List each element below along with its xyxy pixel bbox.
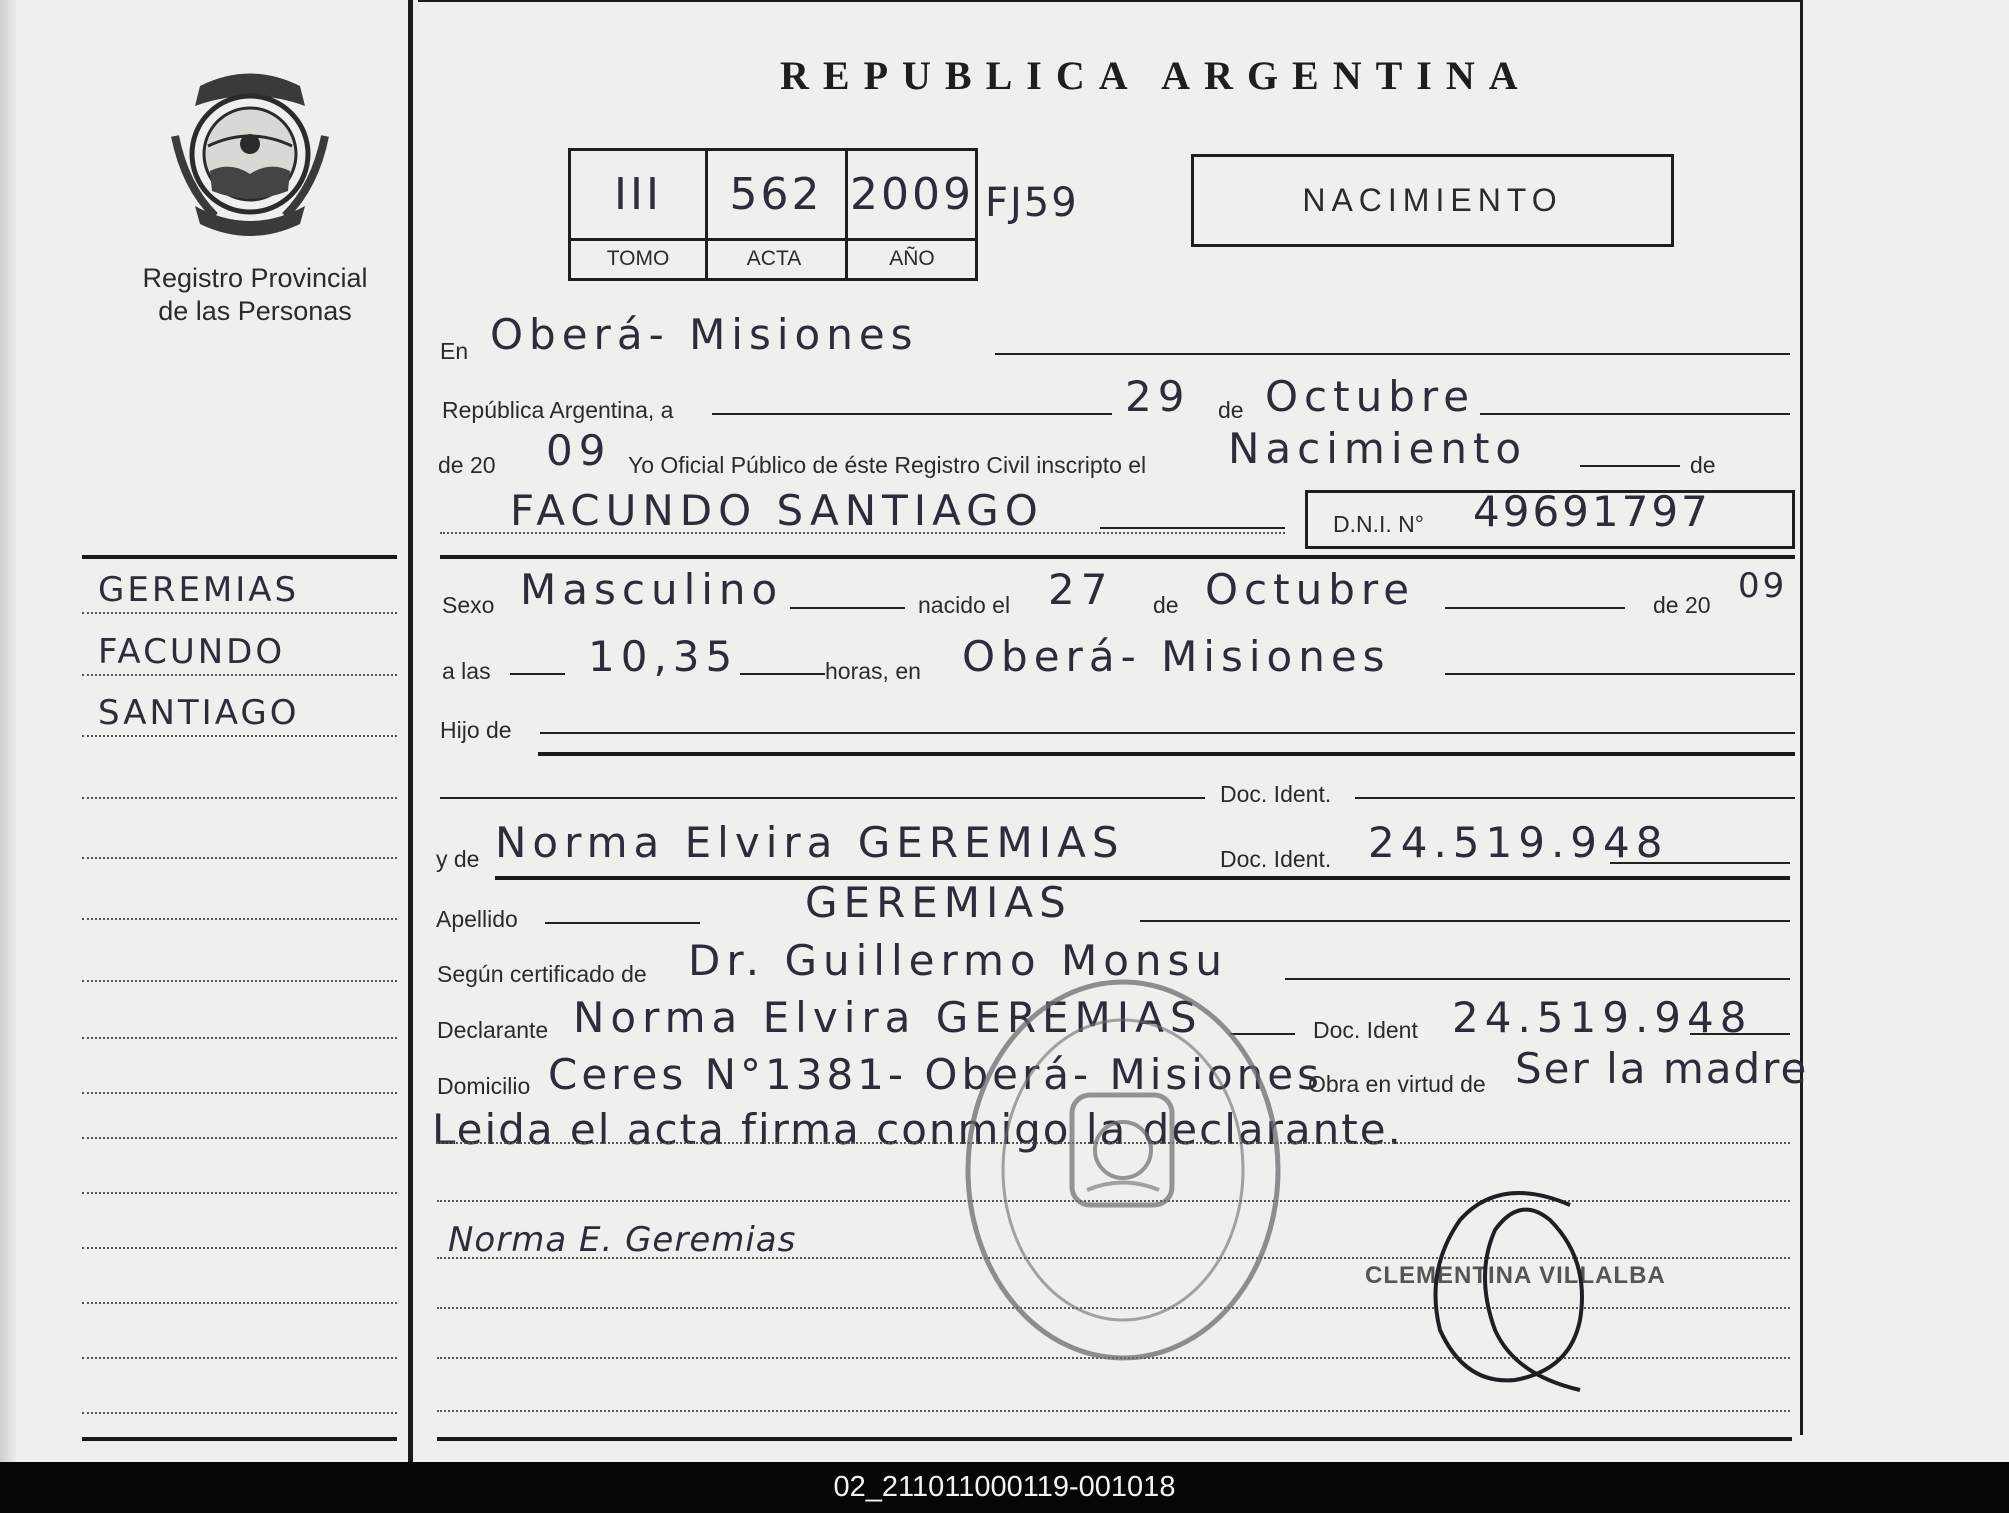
sexo-label: Sexo xyxy=(442,592,495,618)
tomo-value: III xyxy=(614,169,662,220)
de-label2: de xyxy=(1690,452,1716,478)
margin-line xyxy=(82,1137,397,1139)
line xyxy=(437,1410,1790,1412)
acta-value: 562 xyxy=(729,169,823,220)
column-divider xyxy=(408,0,413,1462)
margin-note-line1: GEREMIAS xyxy=(98,570,300,610)
certificado-label: Según certificado de xyxy=(437,961,647,987)
sexo-value: Masculino xyxy=(520,565,784,614)
registry-label-line1: Registro Provincial xyxy=(142,263,368,293)
margin-line xyxy=(82,918,397,920)
birth-month: Octubre xyxy=(1205,565,1416,614)
birth-day: 27 xyxy=(1048,565,1114,614)
line xyxy=(540,732,1795,734)
apellido-value: GEREMIAS xyxy=(805,878,1072,927)
de-label: de xyxy=(1218,397,1244,423)
margin-line xyxy=(82,980,397,982)
mother-name: Norma Elvira GEREMIAS xyxy=(495,818,1125,867)
margin-line xyxy=(82,674,397,676)
declarante-value: Norma Elvira GEREMIAS xyxy=(573,993,1203,1042)
doc-ident-label: Doc. Ident. xyxy=(1220,781,1332,807)
registration-box xyxy=(568,148,978,281)
declarant-signature: Norma E. Geremias xyxy=(448,1220,797,1260)
dni-box xyxy=(1305,487,1795,549)
line xyxy=(1580,465,1680,467)
line xyxy=(995,353,1790,355)
birth-year-suffix: 09 xyxy=(1738,566,1788,606)
month-value: Octubre xyxy=(1265,372,1476,421)
registry-label xyxy=(100,262,410,328)
province-seal-icon xyxy=(170,66,330,241)
line xyxy=(440,532,1285,534)
doc-ident-label3: Doc. Ident xyxy=(1313,1017,1418,1043)
birth-place: Oberá- Misiones xyxy=(962,632,1391,681)
de20-label: de 20 xyxy=(438,452,496,478)
official-name: CLEMENTINA VILLALBA xyxy=(1365,1262,1666,1289)
line xyxy=(1355,797,1795,799)
horas-en-label: horas, en xyxy=(825,658,921,684)
alas-label: a las xyxy=(442,658,491,684)
margin-line xyxy=(82,1247,397,1249)
cell-divider xyxy=(705,151,708,278)
en-label: En xyxy=(440,338,469,364)
margin-line xyxy=(82,1037,397,1039)
day-value: 29 xyxy=(1125,372,1191,421)
document-type-box: NACIMIENTO xyxy=(1191,154,1674,247)
nacido-label: nacido el xyxy=(918,592,1011,618)
anio-value: 2009 xyxy=(850,169,974,220)
official-signature-icon xyxy=(1420,1180,1620,1395)
margin-line xyxy=(82,1302,397,1304)
line xyxy=(510,673,565,675)
line xyxy=(1690,1033,1790,1035)
obra-label: Obra en virtud de xyxy=(1308,1071,1486,1097)
line xyxy=(1480,413,1790,415)
line xyxy=(1100,527,1285,529)
margin-line xyxy=(82,857,397,859)
registry-label-line2: de las Personas xyxy=(158,296,352,326)
tomo-label: TOMO xyxy=(606,247,670,270)
certificado-value: Dr. Guillermo Monsu xyxy=(688,936,1229,985)
inscripto-value: Nacimiento xyxy=(1228,424,1528,473)
margin-bottom-rule xyxy=(82,1437,397,1441)
margin-rule xyxy=(82,555,397,559)
oficial-label: Yo Oficial Público de éste Registro Civil inscripto el xyxy=(628,452,1147,478)
declarante-doc: 24.519.948 xyxy=(1452,993,1753,1042)
domicilio-label: Domicilio xyxy=(437,1073,531,1099)
margin-line xyxy=(82,1192,397,1194)
dni-label: D.N.I. N° xyxy=(1333,511,1424,537)
doc-ident-label2: Doc. Ident. xyxy=(1220,846,1332,872)
margin-line xyxy=(82,612,397,614)
line xyxy=(1610,862,1790,864)
margin-note-line2: FACUNDO xyxy=(98,632,286,672)
top-border xyxy=(418,0,1800,2)
child-name: FACUNDO SANTIAGO xyxy=(510,486,1044,535)
anio-label: AÑO xyxy=(889,247,935,270)
mother-doc: 24.519.948 xyxy=(1368,818,1669,867)
declarante-label: Declarante xyxy=(437,1017,549,1043)
de-label3: de xyxy=(1153,592,1179,618)
apellido-label: Apellido xyxy=(436,906,518,932)
line xyxy=(1140,920,1790,922)
margin-line xyxy=(82,1092,397,1094)
line xyxy=(538,752,1795,756)
line xyxy=(1445,673,1795,675)
line xyxy=(1285,978,1790,980)
folio-note: FJ59 xyxy=(985,180,1079,226)
domicilio-value: Ceres N°1381- Oberá- Misiones xyxy=(548,1050,1323,1099)
line xyxy=(740,673,825,675)
line xyxy=(545,922,700,924)
de20-label2: de 20 xyxy=(1653,592,1711,618)
right-border xyxy=(1800,0,1803,1435)
dni-value: 49691797 xyxy=(1473,487,1711,536)
republica-label: República Argentina, a xyxy=(442,397,674,423)
obra-value: Ser la madre xyxy=(1515,1044,1809,1093)
yde-label: y de xyxy=(436,846,480,872)
margin-line xyxy=(82,1357,397,1359)
line xyxy=(790,607,905,609)
official-stamp-icon xyxy=(962,975,1284,1365)
line xyxy=(1445,607,1625,609)
margin-line xyxy=(82,735,397,737)
margin-line xyxy=(82,1412,397,1414)
en-value: Oberá- Misiones xyxy=(490,310,919,359)
margin-line xyxy=(82,797,397,799)
acta-label: ACTA xyxy=(746,247,802,270)
bottom-rule xyxy=(437,1437,1792,1441)
line xyxy=(440,797,1205,799)
hora-value: 10,35 xyxy=(588,632,739,681)
closing-text: Leida el acta firma conmigo la declarante. xyxy=(432,1105,1403,1154)
line xyxy=(712,413,1112,415)
year-suffix: 09 xyxy=(546,426,612,475)
section-rule xyxy=(440,555,1795,559)
file-id-caption: 02_211011000119-001018 xyxy=(0,1462,2009,1513)
cell-hline xyxy=(571,238,975,241)
page-edge-shadow xyxy=(0,0,16,1462)
page-title: REPUBLICA ARGENTINA xyxy=(780,53,1532,98)
line xyxy=(495,876,1790,880)
margin-note-line3: SANTIAGO xyxy=(98,693,300,733)
hijo-label: Hijo de xyxy=(440,717,512,743)
